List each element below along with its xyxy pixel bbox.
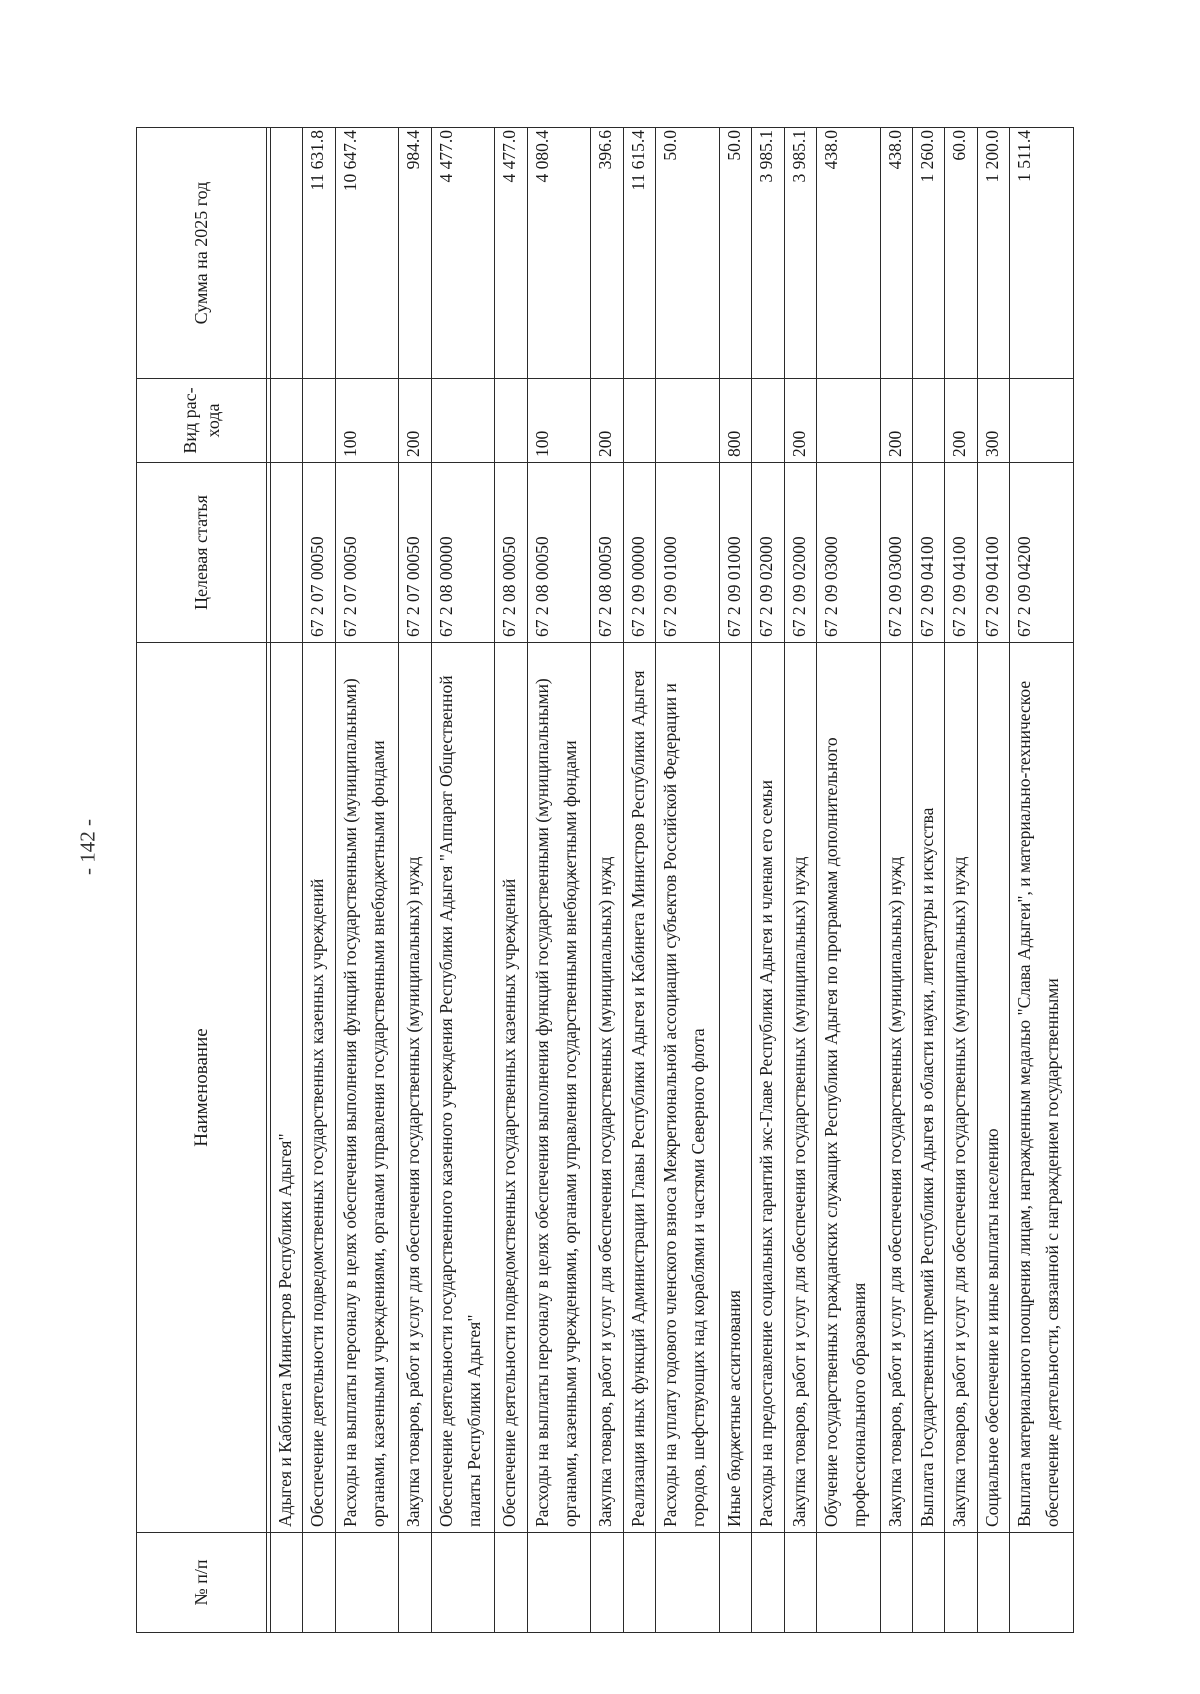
cell-num [977, 1533, 1009, 1633]
cell-num [431, 1533, 495, 1633]
cell-num [656, 1533, 720, 1633]
cell-amount: 396.6 [591, 128, 623, 379]
cell-name: Расходы на уплату годового членского взноса Межрегиональной ассоциации субъектов Российской Федерации и городов, шефствующих над кораблями и частями Северного флота [656, 643, 720, 1533]
cell-code: 67 2 08 00050 [527, 463, 591, 643]
cell-name: Расходы на предоставление социальных гарантий экс-Главе Республики Адыгея и членам его семьи [752, 643, 784, 1533]
cell-name: Расходы на выплаты персоналу в целях обеспечения выполнения функций государственными (муниципальными) органами, казенными учреждениями, органами управления государственными внебюджетными фондами [527, 643, 591, 1533]
cell-type [271, 379, 303, 463]
table-row [431, 128, 495, 1633]
table-row [977, 128, 1009, 1633]
cell-type: 100 [335, 379, 399, 463]
cell-amount: 11 631.8 [303, 128, 335, 379]
table-row [303, 128, 335, 1633]
cell-amount: 4 477.0 [495, 128, 527, 379]
cell-name: Обеспечение деятельности подведомственных государственных казенных учреждений [495, 643, 527, 1533]
cell-amount: 1 260.0 [913, 128, 945, 379]
cell-amount: 1 200.0 [977, 128, 1009, 379]
cell-code: 67 2 09 03000 [817, 463, 881, 643]
cell-amount: 50.0 [656, 128, 720, 379]
cell-type: 200 [880, 379, 912, 463]
cell-code [271, 463, 303, 643]
cell-name: Закупка товаров, работ и услуг для обеспечения государственных (муниципальных) нужд [880, 643, 912, 1533]
budget-table [136, 127, 1074, 1633]
table-body [271, 128, 1074, 1633]
table-header-row [137, 128, 267, 1633]
rotated-table-container [136, 128, 1074, 1633]
cell-name: Обеспечение деятельности государственного казенного учреждения Республики Адыгея "Аппарат Общественной палаты Республики Адыгея" [431, 643, 495, 1533]
cell-amount: 438.0 [817, 128, 881, 379]
cell-name: Закупка товаров, работ и услуг для обеспечения государственных (муниципальных) нужд [591, 643, 623, 1533]
cell-type [656, 379, 720, 463]
cell-num [880, 1533, 912, 1633]
cell-type: 100 [527, 379, 591, 463]
cell-num [591, 1533, 623, 1633]
cell-type: 300 [977, 379, 1009, 463]
cell-amount: 11 615.4 [623, 128, 655, 379]
header-amount: Сумма на 2025 год [137, 128, 267, 379]
cell-code: 67 2 07 00050 [303, 463, 335, 643]
cell-name: Адыгея и Кабинета Министров Республики Адыгея" [271, 643, 303, 1533]
cell-name: Расходы на выплаты персоналу в целях обеспечения выполнения функций государственными (муниципальными) органами, казенными учреждениями, органами управления государственными внебюджетными фондами [335, 643, 399, 1533]
cell-name: Иные бюджетные ассигнования [719, 643, 751, 1533]
cell-type [817, 379, 881, 463]
header-num: № п/п [137, 1533, 267, 1633]
cell-num [719, 1533, 751, 1633]
cell-name: Закупка товаров, работ и услуг для обеспечения государственных (муниципальных) нужд [945, 643, 977, 1533]
table-row [656, 128, 720, 1633]
table-row [1010, 128, 1074, 1633]
cell-num [913, 1533, 945, 1633]
cell-code: 67 2 08 00050 [495, 463, 527, 643]
page-number: - 142 - [75, 819, 100, 875]
cell-type [623, 379, 655, 463]
cell-type: 800 [719, 379, 751, 463]
cell-code: 67 2 09 02000 [752, 463, 784, 643]
table-row [495, 128, 527, 1633]
cell-num [399, 1533, 431, 1633]
cell-amount: 1 511.4 [1010, 128, 1074, 379]
table-row [817, 128, 881, 1633]
cell-amount: 3 985.1 [784, 128, 816, 379]
cell-type [303, 379, 335, 463]
cell-num [752, 1533, 784, 1633]
cell-type [913, 379, 945, 463]
cell-type: 200 [784, 379, 816, 463]
table-row [784, 128, 816, 1633]
cell-num [303, 1533, 335, 1633]
cell-code: 67 2 09 01000 [656, 463, 720, 643]
cell-code: 67 2 07 00050 [335, 463, 399, 643]
cell-amount [271, 128, 303, 379]
table-row [945, 128, 977, 1633]
cell-name: Выплата материального поощрения лицам, награжденным медалью "Слава Адыгеи", и материально-техническое обеспечение деятельности, связанной с награждением государственными [1010, 643, 1074, 1533]
table-row [752, 128, 784, 1633]
table-row [591, 128, 623, 1633]
cell-code: 67 2 09 04100 [945, 463, 977, 643]
cell-amount: 3 985.1 [752, 128, 784, 379]
cell-type [431, 379, 495, 463]
cell-code: 67 2 09 03000 [880, 463, 912, 643]
cell-type [1010, 379, 1074, 463]
cell-num [271, 1533, 303, 1633]
cell-amount: 438.0 [880, 128, 912, 379]
cell-num [1010, 1533, 1074, 1633]
table-row [719, 128, 751, 1633]
header-name: Наименование [137, 643, 267, 1533]
table-row [527, 128, 591, 1633]
cell-type: 200 [591, 379, 623, 463]
cell-num [784, 1533, 816, 1633]
cell-code: 67 2 09 04100 [977, 463, 1009, 643]
cell-amount: 984.4 [399, 128, 431, 379]
cell-amount: 50.0 [719, 128, 751, 379]
table-row [880, 128, 912, 1633]
table-row [399, 128, 431, 1633]
cell-amount: 60.0 [945, 128, 977, 379]
cell-code: 67 2 08 00000 [431, 463, 495, 643]
cell-code: 67 2 09 04100 [913, 463, 945, 643]
cell-num [945, 1533, 977, 1633]
cell-num [623, 1533, 655, 1633]
cell-name: Обеспечение деятельности подведомственных государственных казенных учреждений [303, 643, 335, 1533]
cell-name: Социальное обеспечение и иные выплаты населению [977, 643, 1009, 1533]
cell-type: 200 [399, 379, 431, 463]
cell-code: 67 2 07 00050 [399, 463, 431, 643]
cell-amount: 4 477.0 [431, 128, 495, 379]
table-row [913, 128, 945, 1633]
header-type: Вид рас-хода [137, 379, 267, 463]
cell-num [495, 1533, 527, 1633]
table-row [335, 128, 399, 1633]
cell-code: 67 2 09 04200 [1010, 463, 1074, 643]
cell-num [335, 1533, 399, 1633]
cell-name: Реализация иных функций Администрации Главы Республики Адыгея и Кабинета Министров Республики Адыгея [623, 643, 655, 1533]
cell-type [752, 379, 784, 463]
header-code: Целевая статья [137, 463, 267, 643]
cell-code: 67 2 09 00000 [623, 463, 655, 643]
cell-num [527, 1533, 591, 1633]
cell-name: Обучение государственных гражданских служащих Республики Адыгея по программам дополнительного профессионального образования [817, 643, 881, 1533]
cell-type [495, 379, 527, 463]
cell-amount: 10 647.4 [335, 128, 399, 379]
cell-code: 67 2 08 00050 [591, 463, 623, 643]
cell-type: 200 [945, 379, 977, 463]
cell-num [817, 1533, 881, 1633]
cell-code: 67 2 09 01000 [719, 463, 751, 643]
table-row [271, 128, 303, 1633]
table-row [623, 128, 655, 1633]
cell-amount: 4 080.4 [527, 128, 591, 379]
cell-code: 67 2 09 02000 [784, 463, 816, 643]
cell-name: Закупка товаров, работ и услуг для обеспечения государственных (муниципальных) нужд [784, 643, 816, 1533]
cell-name: Закупка товаров, работ и услуг для обеспечения государственных (муниципальных) нужд [399, 643, 431, 1533]
cell-name: Выплата Государственных премий Республики Адыгея в области науки, литературы и искусства [913, 643, 945, 1533]
